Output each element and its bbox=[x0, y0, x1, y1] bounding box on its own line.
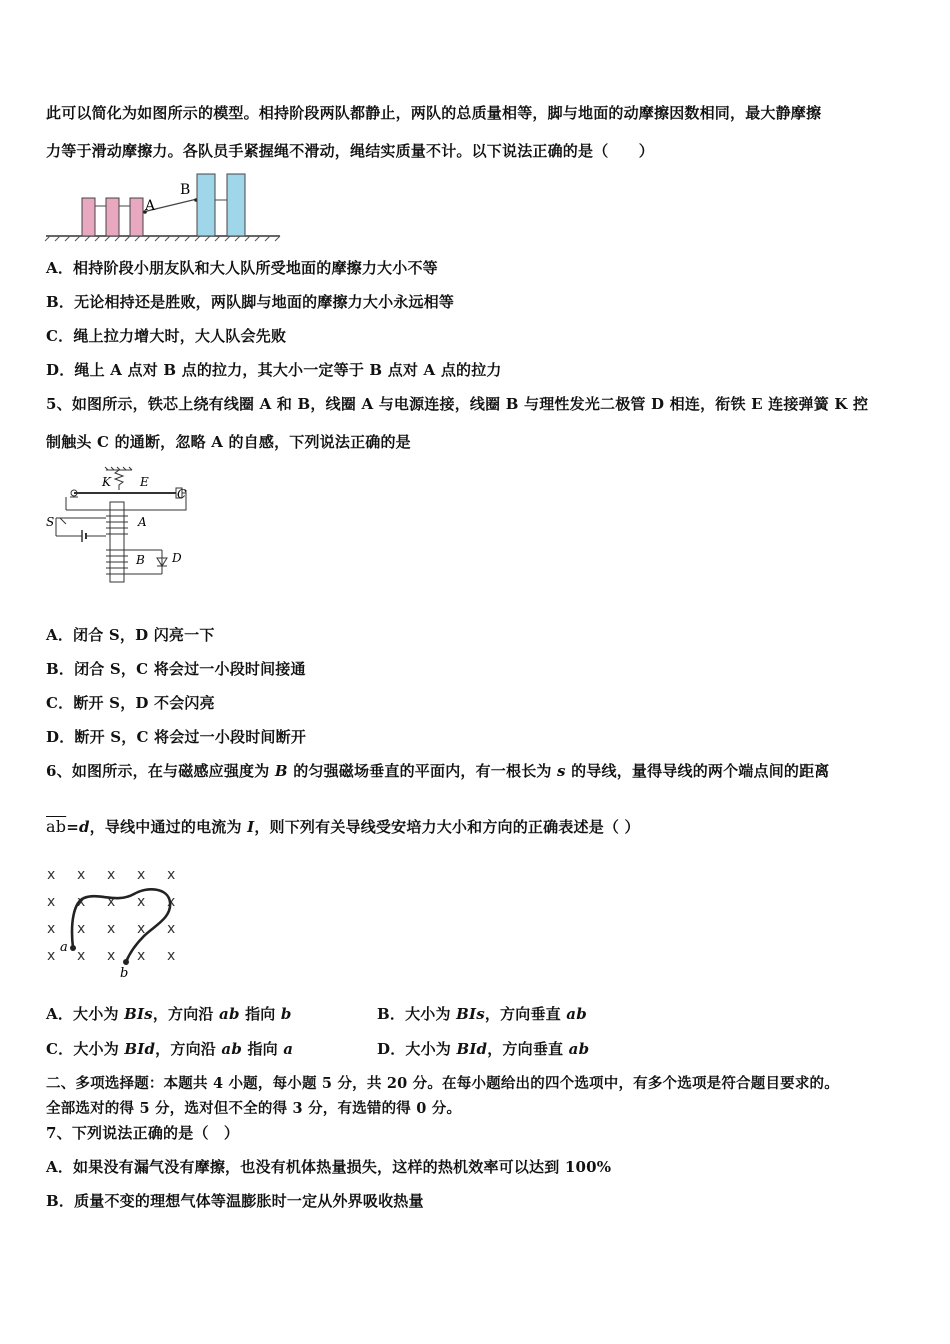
section2-heading-line1: 二、多项选择题：本题共 4 小题，每小题 5 分，共 20 分。在每小题给出的四个选项中，有多个选项是符合题目要求的。 bbox=[46, 1075, 839, 1092]
label-s: S bbox=[46, 515, 55, 529]
ab-segment: $\overline{ab}$ bbox=[46, 817, 67, 836]
field-x-mark: x bbox=[77, 867, 86, 883]
q5-option-d: D．断开 S，C 将会过一小段时间断开 bbox=[46, 728, 307, 746]
field-x-mark: x bbox=[107, 921, 116, 937]
q6-option-b: B．大小为 BIs，方向垂直 ab bbox=[377, 1005, 587, 1023]
field-x-mark: x bbox=[47, 948, 56, 964]
q7-option-b: B．质量不变的理想气体等温膨胀时一定从外界吸收热量 bbox=[46, 1192, 424, 1210]
field-x-mark: x bbox=[137, 948, 146, 964]
relay-circuit-figure bbox=[44, 466, 194, 586]
field-x-mark: x bbox=[47, 894, 56, 910]
label-coil-b: B bbox=[136, 553, 145, 567]
q5-option-b: B．闭合 S，C 将会过一小段时间接通 bbox=[46, 660, 306, 678]
label-a: A bbox=[145, 198, 156, 214]
q5-option-a: A．闭合 S，D 闪亮一下 bbox=[46, 626, 215, 644]
field-x-mark: x bbox=[137, 921, 146, 937]
q6-option-a: A．大小为 BIs，方向沿 ab 指向 b bbox=[46, 1005, 292, 1023]
field-x-mark: x bbox=[47, 867, 56, 883]
field-x-mark: x bbox=[77, 948, 86, 964]
label-diode-d: D bbox=[172, 551, 182, 565]
child-block bbox=[82, 198, 95, 236]
field-x-mark: x bbox=[77, 921, 86, 937]
q6-option-c: C．大小为 BId，方向沿 ab 指向 a bbox=[46, 1040, 294, 1058]
wire-path bbox=[72, 889, 170, 962]
q6-option-d: D．大小为 BId，方向垂直 ab bbox=[377, 1040, 590, 1058]
adult-block bbox=[197, 174, 215, 236]
field-x-mark: x bbox=[47, 921, 56, 937]
tug-of-war-figure bbox=[44, 170, 284, 242]
field-x-mark: x bbox=[107, 948, 116, 964]
field-x-mark: x bbox=[167, 921, 176, 937]
q4-option-a: A．相持阶段小朋友队和大人队所受地面的摩擦力大小不等 bbox=[46, 259, 438, 277]
q4-stem-line2: 力等于滑动摩擦力。各队员手紧握绳不滑动，绳结实质量不计。以下说法正确的是（ ） bbox=[46, 142, 655, 160]
label-k: K bbox=[102, 475, 111, 489]
q7-option-a: A．如果没有漏气没有摩擦，也没有机体热量损失，这样的热机效率可以达到 100% bbox=[46, 1158, 612, 1176]
q5-option-c: C．断开 S，D 不会闪亮 bbox=[46, 694, 215, 712]
field-x-mark: x bbox=[137, 894, 146, 910]
label-e: E bbox=[140, 475, 149, 489]
q4-stem-line1: 此可以简化为如图所示的模型。相持阶段两队都静止，两队的总质量相等，脚与地面的动摩擦因数相同，最大静摩擦 bbox=[46, 104, 822, 122]
adult-block bbox=[227, 174, 245, 236]
section2-heading-line2: 全部选对的得 5 分，选对但不全的得 3 分，有选错的得 0 分。 bbox=[46, 1100, 462, 1117]
q5-stem-line1: 5、如图所示，铁芯上绕有线圈 A 和 B，线圈 A 与电源连接，线圈 B 与理性发光二极管 D 相连，衔铁 E 连接弹簧 K 控 bbox=[46, 395, 869, 413]
q4-option-b: B．无论相持还是胜败，两队脚与地面的摩擦力大小永远相等 bbox=[46, 293, 455, 311]
label-c: C bbox=[177, 487, 187, 501]
field-x-mark: x bbox=[167, 894, 176, 910]
child-block bbox=[130, 198, 143, 236]
q6-stem-line1: 6、如图所示，在与磁感应强度为 B 的匀强磁场垂直的平面内，有一根长为 s 的导线，量得导线的两个端点间的距离 bbox=[46, 762, 830, 780]
field-x-mark: x bbox=[167, 948, 176, 964]
label-point-a: a bbox=[60, 940, 68, 955]
field-x-mark: x bbox=[107, 894, 116, 910]
label-b: B bbox=[180, 182, 191, 198]
field-x-mark: x bbox=[107, 867, 116, 883]
q5-stem-line2: 制触头 C 的通断，忽略 A 的自感，下列说法正确的是 bbox=[46, 433, 411, 451]
q6-stem-line2: $\overline{ab}=d$，导线中通过的电流为 I，则下列有关导线受安培力大小和方向的正确表述是（ ） bbox=[46, 817, 640, 836]
label-coil-a: A bbox=[138, 515, 147, 529]
q7-stem: 7、下列说法正确的是（ ） bbox=[46, 1124, 240, 1142]
q4-option-c: C．绳上拉力增大时，大人队会先败 bbox=[46, 327, 287, 345]
field-x-mark: x bbox=[77, 894, 86, 910]
label-point-b: b bbox=[120, 966, 129, 981]
child-block bbox=[106, 198, 119, 236]
q4-option-d: D．绳上 A 点对 B 点的拉力，其大小一定等于 B 点对 A 点的拉力 bbox=[46, 361, 502, 379]
magnetic-field-wire-figure bbox=[44, 862, 194, 982]
field-x-mark: x bbox=[137, 867, 146, 883]
field-x-mark: x bbox=[167, 867, 176, 883]
